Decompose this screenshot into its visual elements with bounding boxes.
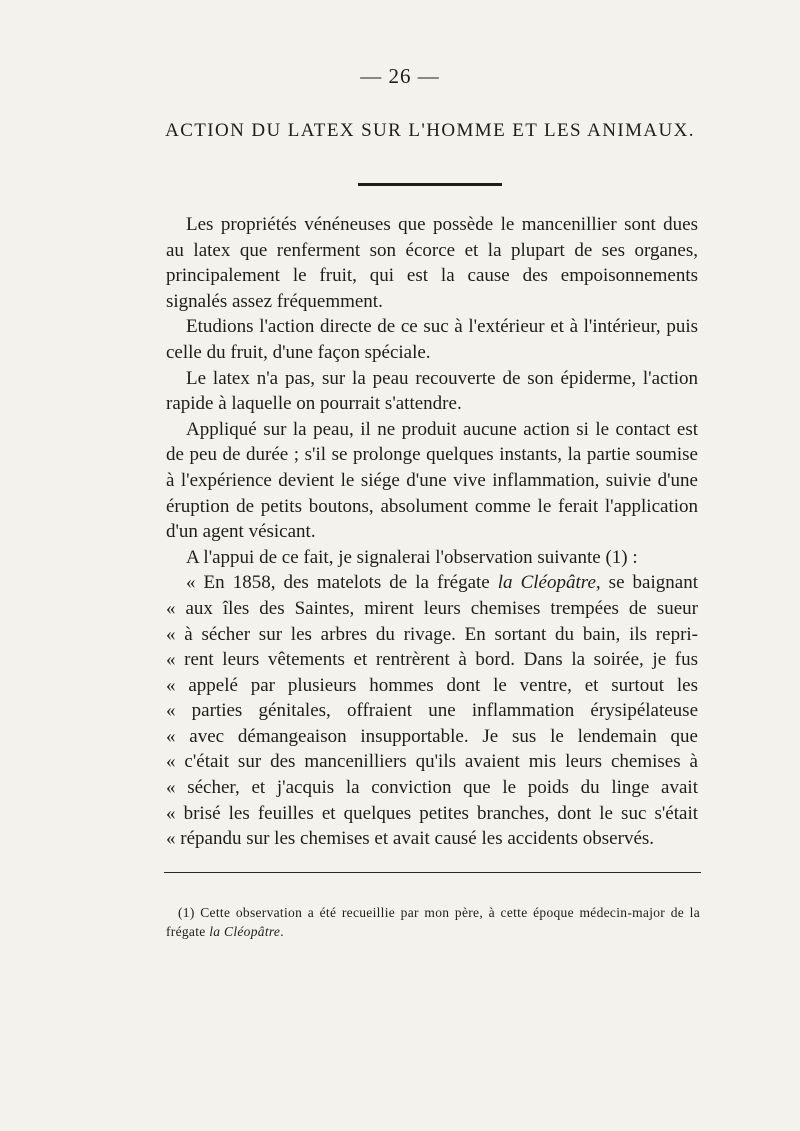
paragraph-5: A l'appui de ce fait, je signalerai l'observation suivante (1) : xyxy=(186,546,638,568)
page-number: — 26 — xyxy=(360,64,440,88)
quote-line: « c'était sur des mancenilliers qu'ils avaient mis leurs chemises à xyxy=(166,751,698,773)
quote-line: « à sécher sur les arbres du rivage. En sortant du bain, ils repri- xyxy=(166,623,698,645)
quote-line-1-post: se baignant xyxy=(600,572,698,594)
quote-line: « parties génitales, offraient une inflammation érysipélateuse xyxy=(166,700,698,722)
footnote-divider xyxy=(164,872,701,873)
paragraph-1: Les propriétés vénéneuses que possède le mancenillier sont dues au latex que renferment son écorce et la plupart de ses organes, principalement le fruit, qui est la cause des empoisonnements signalés assez fréquemment. xyxy=(166,214,698,312)
quote-line: « sécher, et j'acquis la conviction que le poids du linge avait xyxy=(166,777,698,799)
observation-quote xyxy=(166,570,698,852)
footnote-text-pre: (1) Cette observation a été recueillie par mon père, à cette époque médecin-major de la frégate xyxy=(166,905,700,939)
quote-line-1-pre: « En 1858, des matelots de la frégate xyxy=(186,572,498,594)
body-text xyxy=(166,212,698,852)
footnote xyxy=(166,903,700,941)
footnote-text-post: . xyxy=(280,924,284,939)
quote-line: « aux îles des Saintes, mirent leurs chemises trempées de sueur xyxy=(166,597,698,619)
paragraph-3: Le latex n'a pas, sur la peau recouverte de son épiderme, l'action rapide à laquelle on pourrait s'attendre. xyxy=(166,367,698,415)
quote-line: « appelé par plusieurs hommes dont le ventre, et surtout les xyxy=(166,674,698,696)
quote-line: « avec démangeaison insupportable. Je sus le lendemain que xyxy=(166,725,698,747)
chapter-title: ACTION DU LATEX SUR L'HOMME ET LES ANIMAUX. xyxy=(165,120,695,141)
footnote-text xyxy=(166,903,700,941)
quote-line: « répandu sur les chemises et avait causé les accidents observés. xyxy=(166,828,655,850)
quote-line xyxy=(166,570,698,596)
title-divider xyxy=(358,183,502,186)
paragraph-2: Etudions l'action directe de ce suc à l'extérieur et à l'intérieur, puis celle du fruit, d'une façon spéciale. xyxy=(166,316,698,363)
paragraph-4: Appliqué sur la peau, il ne produit aucune action si le contact est de peu de durée ; s'il se prolonge quelques instants, la partie soumise à l'expérience devient le siége d'une vive inflammation, suivie d'une éruption de petits boutons, absolument comme le ferait l'application d'un agent vésicant. xyxy=(166,418,698,543)
quote-line: « rent leurs vêtements et rentrèrent à bord. Dans la soirée, je fus xyxy=(166,649,698,671)
ship-name: la Cléopâtre, xyxy=(497,572,601,594)
footnote-ship-name: la Cléopâtre xyxy=(209,924,281,939)
quote-line: « brisé les feuilles et quelques petites branches, dont le suc s'était xyxy=(166,802,698,824)
